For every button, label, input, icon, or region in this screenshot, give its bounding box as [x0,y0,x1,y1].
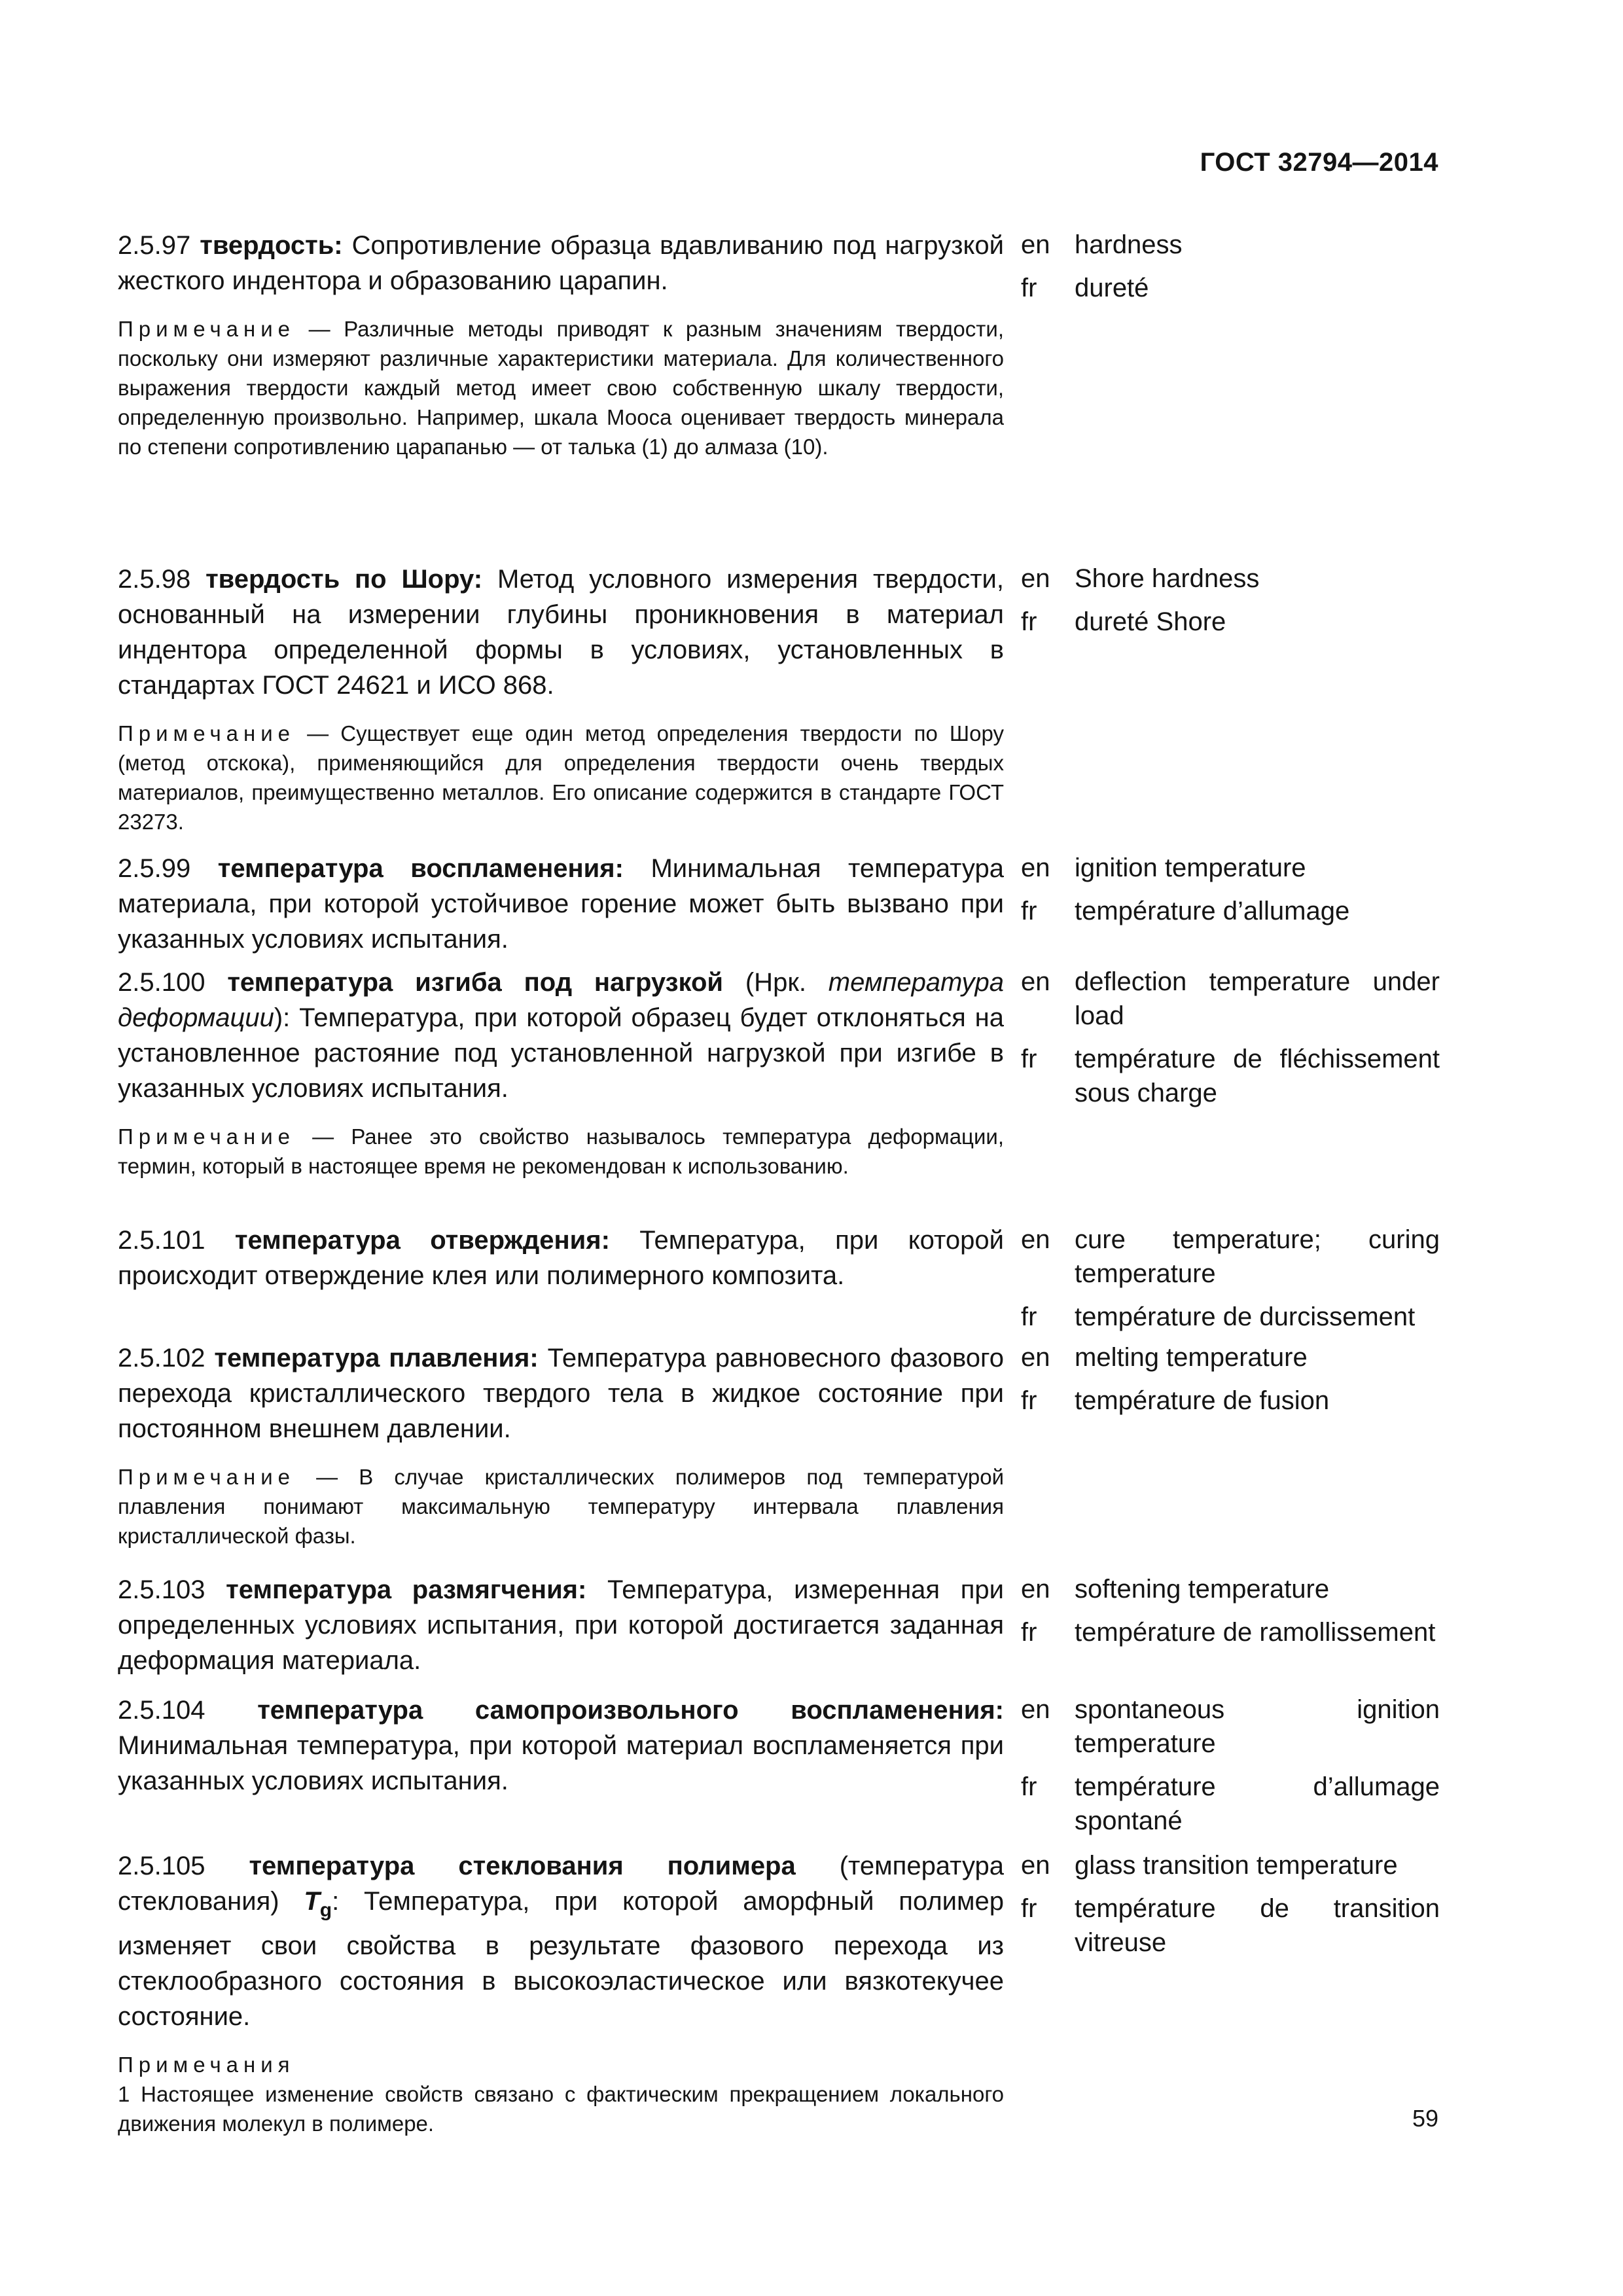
term-entry-2-5-102 [118,1340,1440,1572]
term-definition [118,1572,1004,1678]
equivalent-fr [1021,271,1440,305]
equivalent-text: température de transition vitreuse [1075,1894,1440,1957]
lang-code-en: en [1021,1343,1050,1372]
note-label: Примечание [118,1465,296,1489]
page-number: 59 [1412,2105,1438,2132]
equivalent-en [1021,562,1440,596]
equivalent-text: température de fusion [1075,1386,1330,1415]
equivalent-text: Shore hardness [1075,564,1260,593]
equivalent-en [1021,1223,1440,1291]
lang-code-fr: fr [1021,1302,1037,1331]
term-definition-column [118,1572,1004,1678]
term-name: температура изгиба под нагрузкой [227,968,724,997]
equivalent-fr [1021,1042,1440,1110]
definition-text: Сопротивление образца вдавливанию под нагрузкой жесткого индентора и образованию царапин. [118,231,1004,295]
term-definition-column [118,1693,1004,1799]
equivalent-text: ignition temperature [1075,853,1306,882]
equivalent-text: softening temperature [1075,1575,1330,1604]
term-name: температура стеклования полимера [249,1852,796,1880]
lang-code-fr: fr [1021,1618,1037,1647]
note-text: — В случае кристаллических полимеров под температурой плавления понимают максимальную температуру интервала плавления кристаллической фазы. [118,1465,1004,1548]
lang-code-en: en [1021,1225,1050,1254]
term-symbol-subscript: g [319,1899,332,1921]
term-entry-2-5-98 [118,562,1440,851]
definition-prefix: (Нрк. [745,968,829,997]
term-note [118,1462,1004,1551]
term-definition [118,228,1004,298]
term-entry-2-5-99 [118,851,1440,965]
term-entry-2-5-105 [118,1848,1440,2138]
equivalent-text: dureté [1075,274,1149,302]
lang-code-en: en [1021,1575,1050,1604]
lang-code-en: en [1021,1851,1050,1880]
term-note [118,314,1004,461]
term-definition-column [118,562,1004,836]
term-definition-column [118,1223,1004,1293]
term-definition [118,851,1004,957]
note-label: Примечание [118,1124,296,1149]
equivalent-en [1021,1693,1440,1761]
term-number: 2.5.98 [118,565,191,594]
term-name: твердость по Шору: [205,565,483,594]
term-definition [118,562,1004,703]
term-name: температура самопроизвольного воспламенения: [257,1696,1004,1725]
note-text: — Ранее это свойство называлось температура деформации, термин, который в настоящее время не рекомендован к использованию. [118,1124,1004,1178]
lang-code-fr: fr [1021,897,1037,925]
term-entry-2-5-104 [118,1693,1440,1848]
term-definition [118,1848,1004,2034]
definition-text: Минимальная температура, при которой материал воспламеняется при указанных условиях испытания. [118,1731,1004,1795]
equivalent-text: température de fléchissement sous charge [1075,1045,1440,1107]
document-id-header: ГОСТ 32794—2014 [1200,148,1438,177]
term-number: 2.5.101 [118,1226,205,1255]
equivalent-fr [1021,1770,1440,1838]
definition-text: ): Температура, при которой образец будет отклоняться на установленное растояние под установленной нагрузкой при изгибе в указанных условиях испытания. [118,1003,1004,1103]
equivalent-en [1021,851,1440,885]
term-equivalents-column [1021,965,1440,1119]
definition-prefix: (температура стеклования) [118,1852,1004,1916]
note-text: — Существует еще один метод определения твердости по Шору (метод отскока), применяющийся для определения твердости очень твердых материалов, преимущественно металлов. Его описание содержится в стандарте ГОСТ 23273. [118,721,1004,834]
equivalent-fr [1021,605,1440,639]
lang-code-en: en [1021,1695,1050,1724]
term-definition [118,1340,1004,1446]
equivalent-text: température de ramollissement [1075,1618,1436,1647]
term-name: температура плавления: [214,1344,539,1372]
equivalent-fr [1021,1384,1440,1418]
term-note [118,719,1004,836]
term-equivalents-column [1021,1693,1440,1847]
lang-code-fr: fr [1021,1772,1037,1801]
equivalent-en [1021,1572,1440,1606]
term-entry-2-5-100 [118,965,1440,1223]
note-label: Примечание [118,317,296,341]
term-definition-column [118,965,1004,1181]
term-number: 2.5.100 [118,968,205,997]
definition-text: Метод условного измерения твердости, основанный на измерении глубины проникновения в материал индентора определенной формы в условиях, установленных в стандартах ГОСТ 24621 и ИСО 868. [118,565,1005,700]
term-name: твердость: [200,231,343,260]
terms-list [118,228,1440,2138]
term-definition [118,1693,1004,1799]
term-entry-2-5-97 [118,228,1440,562]
lang-code-fr: fr [1021,1386,1037,1415]
notes-title: Примечания [118,2053,295,2077]
term-symbol: T [304,1887,320,1916]
definition-text: Температура равновесного фазового перехода кристаллического твердого тела в жидкое состояние при постоянном внешнем давлении. [118,1344,1004,1443]
equivalent-text: température d’allumage spontané [1075,1772,1440,1835]
lang-code-en: en [1021,564,1050,593]
lang-code-fr: fr [1021,607,1037,636]
term-note [118,1122,1004,1181]
lang-code-en: en [1021,230,1050,259]
term-number: 2.5.102 [118,1344,205,1372]
term-definition-column [118,851,1004,957]
term-number: 2.5.97 [118,231,191,260]
term-name: температура отверждения: [234,1226,610,1255]
term-entry-2-5-103 [118,1572,1440,1693]
lang-code-en: en [1021,853,1050,882]
definition-text: Температура, измеренная при определенных условиях испытания, при которой достигается заданная деформация материала. [118,1575,1004,1675]
definition-text: Минимальная температура материала, при которой устойчивое горение может быть вызвано при указанных условиях испытания. [118,854,1004,954]
term-number: 2.5.103 [118,1575,205,1604]
equivalent-text: melting temperature [1075,1343,1308,1372]
term-equivalents-column [1021,1340,1440,1427]
equivalent-en [1021,1848,1440,1882]
equivalent-text: température de durcissement [1075,1302,1416,1331]
equivalent-fr [1021,894,1440,928]
term-definition [118,965,1004,1106]
term-equivalents-column [1021,228,1440,314]
term-definition-column [118,1848,1004,2138]
equivalent-en [1021,1340,1440,1374]
lang-code-fr: fr [1021,1894,1037,1923]
term-entry-2-5-101 [118,1223,1440,1340]
equivalent-text: deflection temperature under load [1075,967,1440,1030]
term-name: температура воспламенения: [217,854,624,883]
term-number: 2.5.99 [118,854,191,883]
note-text: — Различные методы приводят к разным значениям твердости, поскольку они измеряют различные характеристики материала. Для количественного выражения твердости каждый метод имеет свою собственную шкалу твердости, определенную произвольно. Например, шкала Мооса оценивает твердость минерала по степени сопротивлению царапанью — от талька (1) до алмаза (10). [118,317,1004,459]
term-definition-column [118,1340,1004,1551]
term-name: температура размягчения: [226,1575,587,1604]
equivalent-text: spontaneous ignition temperature [1075,1695,1440,1758]
equivalent-fr [1021,1300,1440,1334]
equivalent-text: hardness [1075,230,1183,259]
equivalent-en [1021,228,1440,262]
term-equivalents-column [1021,1848,1440,1969]
term-number: 2.5.104 [118,1696,205,1725]
equivalent-fr [1021,1615,1440,1649]
lang-code-fr: fr [1021,274,1037,302]
equivalent-text: dureté Shore [1075,607,1226,636]
note-label: Примечание [118,721,296,745]
equivalent-text: glass transition temperature [1075,1851,1398,1880]
equivalent-fr [1021,1892,1440,1960]
equivalent-text: température d’allumage [1075,897,1350,925]
lang-code-en: en [1021,967,1050,996]
term-equivalents-column [1021,1223,1440,1343]
term-equivalents-column [1021,1572,1440,1659]
equivalent-text: cure temperature; curing temperature [1075,1225,1440,1288]
equivalent-en [1021,965,1440,1033]
term-number: 2.5.105 [118,1852,205,1880]
note-item-1: 1 Настоящее изменение свойств связано с фактическим прекращением локального движения молекул в полимере. [118,2082,1004,2136]
deprecated-term: температура деформации [118,968,1004,1032]
term-definition [118,1223,1004,1293]
definition-text: : Температура, при которой аморфный полимер изменяет свои свойства в результате фазового перехода из стеклообразного состояния в высокоэластическое или вязкотекучее состояние. [118,1887,1004,2031]
lang-code-fr: fr [1021,1045,1037,1073]
term-equivalents-column [1021,562,1440,648]
definition-text: Температура, при которой происходит отверждение клея или полимерного композита. [118,1226,1004,1290]
term-definition-column [118,228,1004,461]
term-equivalents-column [1021,851,1440,937]
